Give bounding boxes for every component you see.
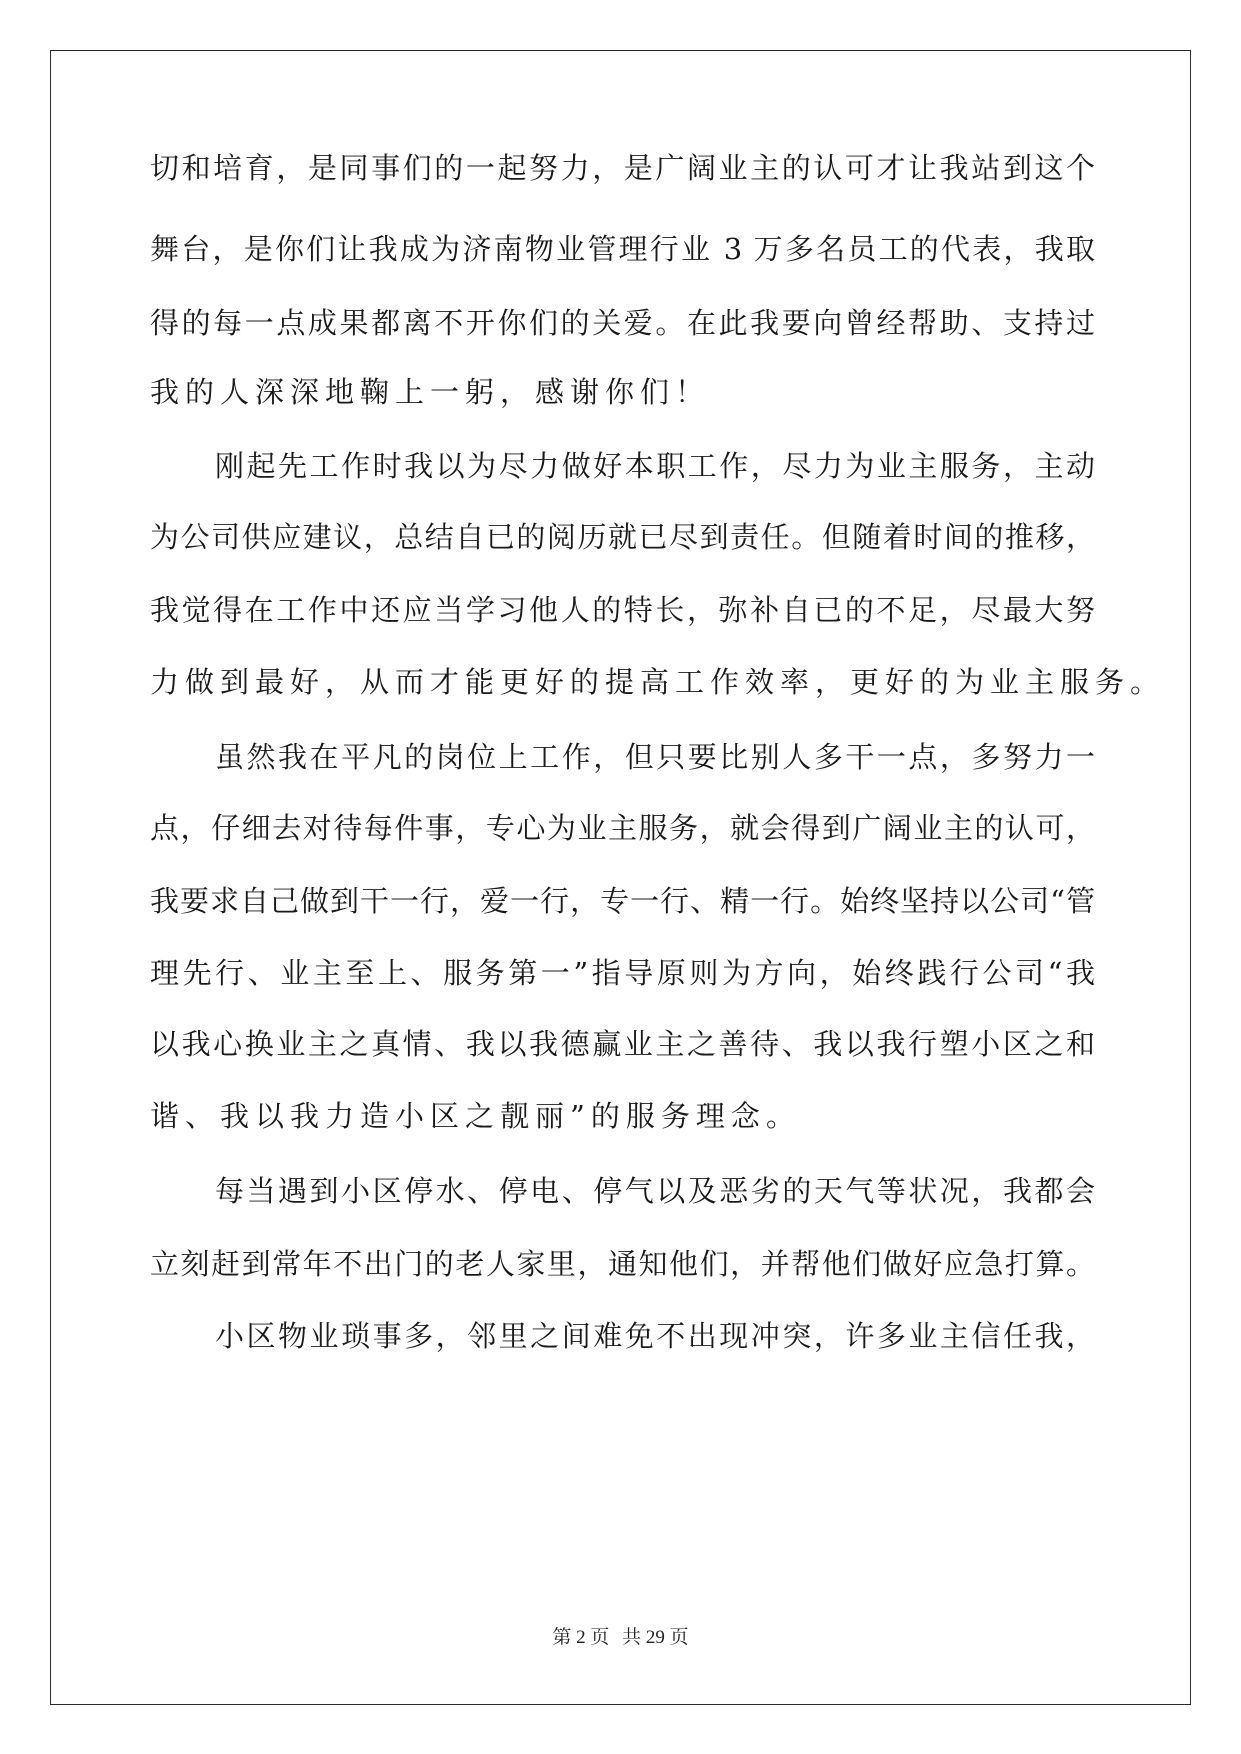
body-line-3: 得的每一点成果都离不开你们的关爱。在此我要向曾经帮助、支持过 bbox=[150, 306, 1095, 340]
body-line-5: 刚起先工作时我以为尽力做好本职工作，尽力为业主服务，主动 bbox=[215, 449, 1095, 483]
body-line-8: 力做到最好，从而才能更好的提高工作效率，更好的为业主服务。 bbox=[150, 665, 1166, 699]
body-line-10: 点，仔细去对待每件事，专心为业主服务，就会得到广阔业主的认可， bbox=[150, 811, 1095, 845]
page-total: 共 29 页 bbox=[622, 1627, 689, 1648]
body-line-13: 以我心换业主之真情、我以我德赢业主之善待、我以我行塑小区之和 bbox=[150, 1027, 1095, 1061]
page-border bbox=[50, 50, 1191, 1705]
body-line-6: 为公司供应建议，总结自已的阅历就已尽到责任。但随着时间的推移， bbox=[150, 520, 1095, 554]
body-line-12: 理先行、业主至上、服务第一”指导原则为方向，始终践行公司“我 bbox=[150, 956, 1095, 990]
body-line-9: 虽然我在平凡的岗位上工作，但只要比别人多干一点，多努力一 bbox=[215, 740, 1095, 774]
page-number: 第 2 页 bbox=[552, 1627, 610, 1648]
body-line-16: 立刻赶到常年不出门的老人家里，通知他们，并帮他们做好应急打算。 bbox=[150, 1247, 1095, 1281]
body-line-11: 我要求自己做到干一行，爱一行，专一行、精一行。始终坚持以公司“管 bbox=[150, 884, 1095, 918]
body-line-15: 每当遇到小区停水、停电、停气以及恶劣的天气等状况，我都会 bbox=[215, 1174, 1095, 1208]
body-line-14: 谐、我以我力造小区之靓丽”的服务理念。 bbox=[150, 1099, 801, 1133]
body-line-4: 我的人深深地鞠上一躬，感谢你们！ bbox=[150, 375, 711, 409]
body-line-7: 我觉得在工作中还应当学习他人的特长，弥补自已的不足，尽最大努 bbox=[150, 593, 1095, 627]
body-line-1: 切和培育，是同事们的一起努力，是广阔业主的认可才让我站到这个 bbox=[150, 151, 1095, 185]
body-line-17: 小区物业琐事多，邻里之间难免不出现冲突，许多业主信任我， bbox=[215, 1319, 1095, 1353]
page-footer bbox=[0, 1626, 1241, 1650]
body-line-2: 舞台，是你们让我成为济南物业管理行业 3 万多名员工的代表，我取 bbox=[150, 232, 1095, 266]
